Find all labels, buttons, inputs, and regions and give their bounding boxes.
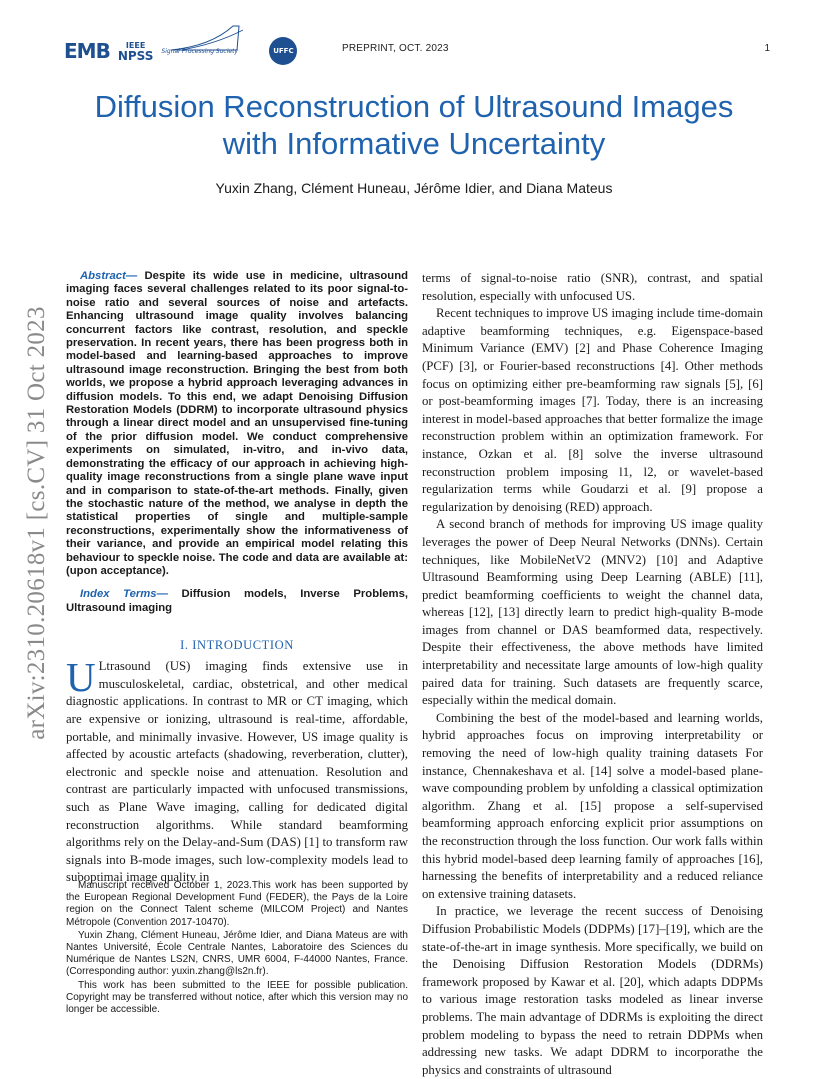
abstract-text: Despite its wide use in medicine, ultrasound imaging faces several challenges related to its poor signal-to-noise ratio and several sources of noise and artefacts. Enhancing ultrasound image quality involves balancing concurrent factors like contrast, resolution, and speckle preservation. In recent years, there has been progress both in model-based and learning-based approaches to improve ultrasound image reconstruction. Bringing the best from both worlds, we propose a hybrid approach leveraging advances in diffusion models. To this end, we adapt Denoising Diffusion Restoration Models (DDRM) to incorporate ultrasound physics through a linear direct model and an unsupervised fine-tuning of the prior diffusion model. We conduct comprehensive experiments on simulated, in-vitro, and in-vivo data, demonstrating the efficacy of our approach in achieving high-quality image reconstructions from a single plane wave input and in comparison to state-of-the-art methods. Finally, given the stochastic nature of the method, we analyse in depth the statistical properties of single and multiple-sample reconstructions, experimentally show the informativeness of their variance, and provide an empirical model relating this behaviour to speckle noise. The code and data are available at: (upon acceptance). xyxy=(66,270,408,577)
section-heading-introduction: I. INTRODUCTION xyxy=(180,638,294,653)
intro-paragraph-3: A second branch of methods for improving US image quality leverages the power of Deep Neural Networks (DNNs). Certain techniques, like MobileNetV2 (MNV2) [10] and Adaptive Ultrasound Beamforming using Deep Learning (ABLE) [11], predict beamforming coefficients to weight the channel data, whereas [12], [13] directly learn to predict high-quality B-mode images from channel or DAS beamformed data, respectively. Despite their effectiveness, the above methods have limited interpretability and necessitate large amounts of low-high quality paired data for training. Such datasets are frequently scarce, especially within the medical domain. xyxy=(422,517,763,708)
intro-paragraph-1-text: Ltrasound (US) imaging finds extensive use in musculoskeletal, cardiac, obstetrical, and other medical diagnostic applications. In contrast to MR or CT imaging, which are expensive or ionizing, ultrasound is real-time, affordable, portable, and minimally invasive. However, US image quality is affected by acoustic artefacts (shadowing, reverberation, clutter), electronic and speckle noise and attenuation. Resolution and contrast are particularly impacted with unfocused transmissions, such as Plane Wave imaging, calling for dedicated digital reconstruction algorithms. While standard beamforming algorithms rely on the Delay-and-Sum (DAS) [1] to transform raw signals into B-mode images, such low-complexity models lead to suboptimal image quality in xyxy=(66,659,408,885)
uffc-logo: UFFC xyxy=(269,37,297,65)
ieee-logo-text: IEEE xyxy=(125,40,146,50)
footnote-copyright: This work has been submitted to the IEEE for possible publication. Copyright may be transferred without notice, after which this version may no longer be accessible. xyxy=(66,979,408,1016)
intro-paragraph-1-continued: terms of signal-to-noise ratio (SNR), contrast, and spatial resolution, especially with unfocused US. xyxy=(422,271,763,303)
page-number: 1 xyxy=(764,43,770,54)
intro-paragraph-2: Recent techniques to improve US imaging include time-domain adaptive beamforming techniques, e.g. Eigenspace-based Minimum Variance (EMV) [2] and Phase Coherence Imaging (PCF) [3], or Fourier-based reconstructions [4]. Other methods focus on optimizing either pre-beamforming raw signals [5], [6] or post-beamforming images [7]. Today, there is an increasing interest in model-based approaches that better formalize the image reconstruction problem within an optimization framework. For instance, Ozkan et al. [8] solve the inverse ultrasound reconstruction problem imposing l1, l2, or wavelet-based regularization terms while Goudarzi et al. [9] propose a regularization by denoising (RED) approach. xyxy=(422,306,763,514)
footnote-affiliations: Yuxin Zhang, Clément Huneau, Jérôme Idier, and Diana Mateus are with Nantes Université, École Centrale Nantes, Laboratoire des Sciences du Numérique de Nantes LS2N, CNRS, UMR 6004, F-44000 Nantes, France. (Corresponding author: yuxin.zhang@ls2n.fr). xyxy=(66,929,408,978)
sps-logo-text: Signal Processing Society xyxy=(161,47,238,55)
abstract-label: Abstract— xyxy=(80,270,138,282)
ieee-npss-logo xyxy=(118,41,154,62)
npss-logo-text: NPSS xyxy=(117,48,154,63)
society-logos xyxy=(64,34,297,68)
footnotes xyxy=(66,880,408,1017)
paper-title xyxy=(40,88,788,162)
footnote-rule xyxy=(66,874,176,875)
page-header xyxy=(64,34,770,68)
drop-cap: U xyxy=(66,654,96,701)
abstract xyxy=(66,270,408,578)
index-terms-text: Diffusion models, Inverse Problems, Ultrasound imaging xyxy=(66,588,408,614)
left-column xyxy=(66,270,408,887)
title-line-1: Diffusion Reconstruction of Ultrasound Images xyxy=(94,89,734,124)
signal-processing-society-logo xyxy=(161,48,261,55)
sps-swoosh-icon xyxy=(161,22,261,52)
arxiv-identifier-text: arXiv:2310.20618v1 [cs.CV] 31 Oct 2023 xyxy=(23,306,50,740)
arxiv-identifier-stamp xyxy=(20,288,54,758)
title-line-2: with Informative Uncertainty xyxy=(222,126,606,161)
emb-logo: EMB xyxy=(64,39,110,63)
index-terms-label: Index Terms— xyxy=(80,588,168,601)
running-head: PREPRINT, OCT. 2023 xyxy=(342,43,449,54)
index-terms xyxy=(66,588,408,615)
author-list: Yuxin Zhang, Clément Huneau, Jérôme Idier, and Diana Mateus xyxy=(215,180,613,196)
footnote-manuscript: Manuscript received October 1, 2023.This work has been supported by the European Regional Development Fund (FEDER), the Pays de la Loire region on the Connect Talent scheme (MILCOM Project) and Nantes Métropole (Convention 2017-10470). xyxy=(66,880,408,928)
intro-paragraph-5: In practice, we leverage the recent success of Denoising Diffusion Probabilistic Models (DDPMs) [17]–[19], which are the state-of-the-art in image synthesis. More specifically, we build on the Denoising Diffusion Restoration Models (DDRMs) framework proposed by Kawar et al. [20], which adapts DDPMs to various image restoration tasks modeled as linear inverse problems. The main advantage of DDRMs is exploiting the direct problem modeling to bypass the need to retrain DDPMs when addressing new tasks. We adapt DDRM to incorporathe the physics and constraints of ultrasound xyxy=(422,904,763,1077)
right-column xyxy=(422,270,763,1079)
intro-paragraph-4: Combining the best of the model-based and learning worlds, hybrid approaches focus on improving interpretability or removing the need of low-high quality training datasets For instance, Chennakeshava et al. [14] solve a model-based plane-wave compounding problem by unfolding a classical optimization algorithm. Zhang et al. [15] propose a self-supervised beamforming approach enforcing explicit prior assumptions on the reconstruction through the loss function. Our work falls within this hybrid model-based deep learning family of approaches [16], harnessing the benefits of interpretability and a reduced reliance on extensive training datasets. xyxy=(422,710,763,901)
intro-paragraph-1 xyxy=(66,654,408,887)
